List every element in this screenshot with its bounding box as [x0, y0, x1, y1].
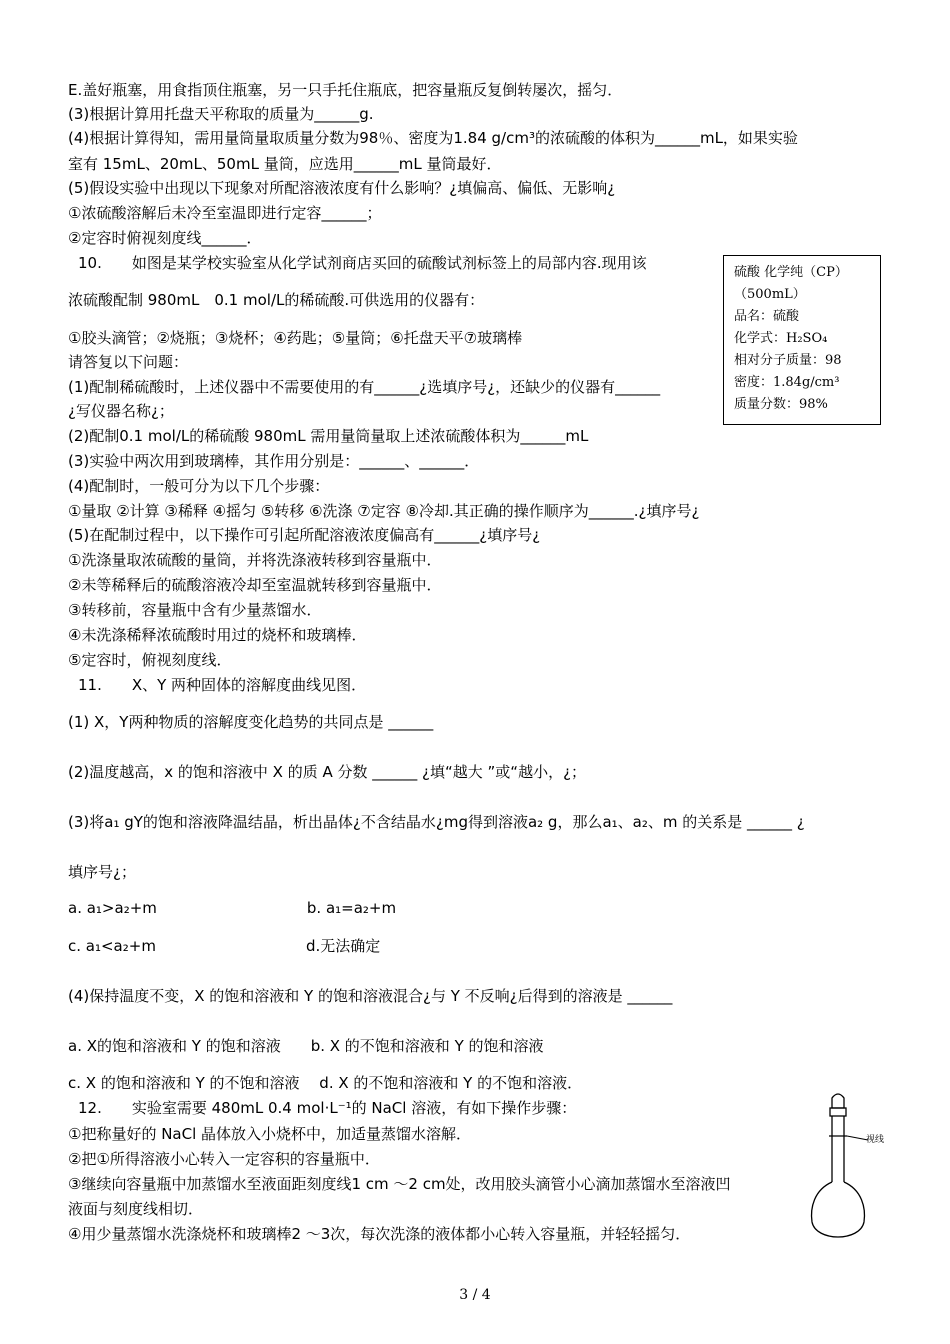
text-line: ⑤定容时，俯视刻度线．: [68, 651, 232, 669]
text-line: ①量取 ②计算 ③稀释 ④摇匀 ⑤转移 ⑥洗涤 ⑦定容 ⑧冷却.其正确的操作顺序为______.¿填序号¿: [68, 502, 700, 520]
reagent-label-line: （500mL）: [734, 287, 806, 302]
text-line: c. a₁<a₂+m d.无法确定: [68, 937, 381, 955]
text-line: 液面与刻度线相切．: [68, 1200, 204, 1218]
reagent-label-line: 质量分数：98%: [734, 397, 828, 412]
text-line: ③继续向容量瓶中加蒸馏水至液面距刻度线1 cm ～2 cm处，改用胶头滴管小心滴加蒸馏水至溶液凹: [68, 1175, 731, 1193]
text-line: (2)温度越高，x 的饱和溶液中 X 的质 A 分数 ______ ¿填“越大 ”或“越小，¿；: [68, 763, 587, 781]
page-footer: 3 / 4: [459, 1287, 491, 1303]
text-line: (3)实验中两次用到玻璃棒，其作用分别是：______、______．: [68, 452, 480, 470]
reagent-label-line: 密度：1.84g/cm³: [734, 375, 840, 390]
text-line: 请答复以下问题：: [68, 353, 189, 371]
text-line: ④未洗涤稀释浓硫酸时用过的烧杯和玻璃棒．: [68, 626, 367, 644]
text-line: (5)假设实验中出现以下现象对所配溶液浓度有什么影响？¿填偏高、偏低、无影响¿: [68, 179, 616, 197]
text-line: a. a₁>a₂+m b. a₁=a₂+m: [68, 899, 397, 917]
text-line: (4)根据计算得知，需用量筒量取质量分数为98％、密度为1.84 g/cm³的浓硫酸的体积为______mL，如果实验: [68, 129, 798, 147]
text-line: (1) X，Y两种物质的溶解度变化趋势的共同点是 ______: [68, 713, 434, 731]
text-line: ③转移前，容量瓶中含有少量蒸馏水．: [68, 601, 322, 619]
reagent-label-line: 硫酸 化学纯（CP）: [734, 265, 848, 280]
sight-line-label: 视线: [866, 1135, 885, 1145]
text-line: ①洗涤量取浓硫酸的量筒，并将洗涤液转移到容量瓶中．: [68, 551, 442, 569]
volumetric-flask-diagram: [808, 1090, 908, 1250]
text-line: (3)将a₁ gY的饱和溶液降温结晶，析出晶体¿不含结晶水¿mg得到溶液a₂ g，那么a₁、a₂、m 的关系是 ______ ¿: [68, 813, 805, 831]
text-line: ¿写仪器名称¿；: [68, 402, 174, 420]
text-line: E.盖好瓶塞，用食指顶住瓶塞，另一只手托住瓶底，把容量瓶反复倒转屡次，摇匀．: [68, 81, 623, 99]
text-line: ①浓硫酸溶解后未冷至室温即进行定容______；: [68, 204, 382, 222]
text-line: (4)保持温度不变，X 的饱和溶液和 Y 的饱和溶液混合¿与 Y 不反响¿后得到的溶液是 ______: [68, 987, 673, 1005]
reagent-label-line: 化学式：H₂SO₄: [734, 331, 828, 346]
text-line: 11. X、Y 两种固体的溶解度曲线见图．: [78, 676, 367, 694]
text-line: 浓硫酸配制 980mL 0.1 mol/L的稀硫酸.可供选用的仪器有：: [68, 291, 485, 309]
text-line: a. X的饱和溶液和 Y 的饱和溶液 b. X 的不饱和溶液和 Y 的饱和溶液: [68, 1037, 544, 1055]
text-line: c. X 的饱和溶液和 Y 的不饱和溶液 d. X 的不饱和溶液和 Y 的不饱和溶液．: [68, 1074, 583, 1092]
text-line: 10. 如图是某学校实验室从化学试剂商店买回的硫酸试剂标签上的局部内容.现用该: [78, 254, 647, 272]
reagent-label-box: [723, 255, 881, 425]
text-line: ②把①所得溶液小心转入一定容积的容量瓶中．: [68, 1150, 380, 1168]
text-line: ①胶头滴管；②烧瓶；③烧杯；④药匙；⑤量筒；⑥托盘天平⑦玻璃棒: [68, 329, 523, 347]
text-line: (3)根据计算用托盘天平称取的质量为______g.: [68, 105, 374, 123]
text-line: ②定容时俯视刻度线______．: [68, 229, 262, 247]
text-line: 12. 实验室需要 480mL 0.4 mol·L⁻¹的 NaCl 溶液，有如下操作步骤：: [78, 1099, 577, 1117]
text-line: ①把称量好的 NaCl 晶体放入小烧杯中，加适量蒸馏水溶解．: [68, 1125, 472, 1143]
text-line: 填序号¿；: [68, 863, 136, 881]
text-line: (4)配制时，一般可分为以下几个步骤：: [68, 477, 330, 495]
text-line: 室有 15mL、20mL、50mL 量筒，应选用______mL 量筒最好．: [68, 155, 502, 173]
text-line: (2)配制0.1 mol/L的稀硫酸 980mL 需用量筒量取上述浓硫酸体积为______mL: [68, 427, 589, 445]
reagent-label-line: 品名：硫酸: [734, 309, 800, 324]
text-line: ④用少量蒸馏水洗涤烧杯和玻璃棒2 ～3次，每次洗涤的液体都小心转入容量瓶，并轻轻摇匀．: [68, 1225, 691, 1243]
text-line: (1)配制稀硫酸时，上述仪器中不需要使用的有______¿选填序号¿，还缺少的仪器有______: [68, 378, 661, 396]
text-line: ②未等稀释后的硫酸溶液冷却至室温就转移到容量瓶中．: [68, 576, 442, 594]
reagent-label-line: 相对分子质量：98: [734, 353, 842, 368]
text-line: (5)在配制过程中，以下操作可引起所配溶液浓度偏高有______¿填序号¿: [68, 526, 541, 544]
